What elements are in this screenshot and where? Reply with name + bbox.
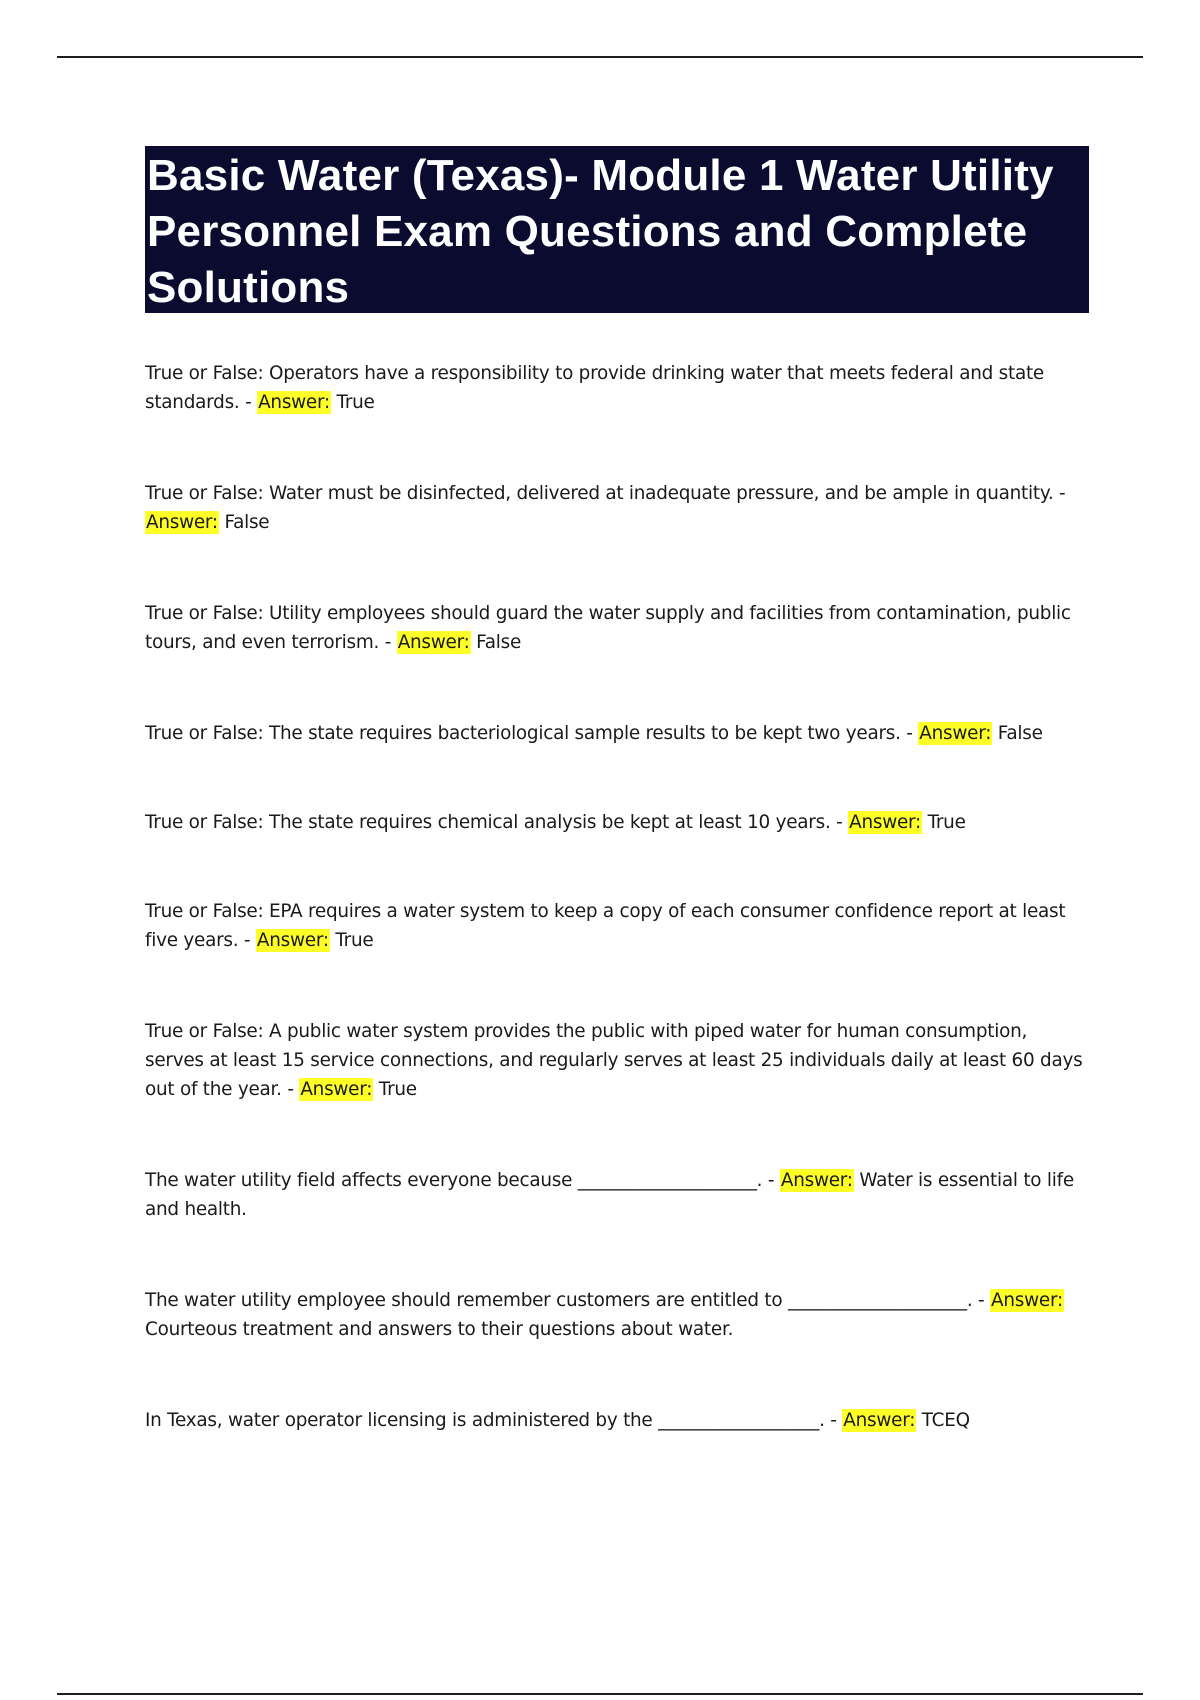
answer-text: Water is essential to life and health. <box>145 1170 1074 1220</box>
qa-item <box>145 1286 1090 1344</box>
top-rule <box>57 56 1143 58</box>
qa-item <box>145 719 1090 748</box>
qa-item <box>145 897 1090 955</box>
title-banner <box>145 146 1089 313</box>
qa-item <box>145 1406 1090 1435</box>
answer-label: Answer: <box>849 812 921 833</box>
question-text: True or False: Utility employees should guard the water supply and facilities from contamination, public tours, and even terrorism. - <box>145 603 1071 653</box>
question-text: True or False: Operators have a responsibility to provide drinking water that meets federal and state standards. - <box>145 363 1044 413</box>
question-text: In Texas, water operator licensing is administered by the __________________. - <box>145 1410 843 1431</box>
qa-item <box>145 599 1090 657</box>
answer-label: Answer: <box>843 1410 916 1431</box>
answer-text: True <box>330 392 375 413</box>
answer-text: False <box>470 632 522 653</box>
answer-label: Answer: <box>397 632 470 653</box>
question-text: True or False: The state requires chemical analysis be kept at least 10 years. - <box>145 812 849 833</box>
qa-list <box>145 359 1090 1495</box>
qa-item <box>145 359 1090 417</box>
document-title: Basic Water (Texas)- Module 1 Water Utility Personnel Exam Questions and Complete Solutions <box>147 151 1054 312</box>
question-text: True or False: A public water system provides the public with piped water for human consumption, serves at least 15 service connections, and regularly serves at least 25 individuals daily at least 60 days out of the year. - <box>145 1021 1083 1100</box>
answer-label: Answer: <box>146 512 218 533</box>
answer-label: Answer: <box>919 723 992 744</box>
answer-text: TCEQ <box>916 1410 970 1431</box>
question-text: True or False: The state requires bacteriological sample results to be kept two years. - <box>145 723 919 744</box>
question-text: True or False: Water must be disinfected, delivered at inadequate pressure, and be ample in quantity. - <box>145 483 1066 504</box>
answer-label: Answer: <box>256 930 329 951</box>
qa-item <box>145 479 1090 537</box>
answer-label: Answer: <box>258 392 330 413</box>
bottom-rule <box>57 1693 1143 1695</box>
answer-label: Answer: <box>991 1290 1063 1311</box>
question-text: True or False: EPA requires a water system to keep a copy of each consumer confidence report at least five years. - <box>145 901 1066 951</box>
answer-text: False <box>218 512 270 533</box>
answer-label: Answer: <box>300 1079 373 1100</box>
answer-text: Courteous treatment and answers to their questions about water. <box>145 1319 734 1340</box>
answer-text: False <box>992 723 1043 744</box>
answer-text: True <box>373 1079 417 1100</box>
answer-label: Answer: <box>780 1170 853 1191</box>
qa-item <box>145 1166 1090 1224</box>
answer-text: True <box>921 812 966 833</box>
qa-item <box>145 1017 1090 1104</box>
qa-item <box>145 808 1090 837</box>
question-text: The water utility employee should remember customers are entitled to ____________________. - <box>145 1290 991 1311</box>
question-text: The water utility field affects everyone because ____________________. - <box>145 1170 780 1191</box>
answer-text: True <box>329 930 374 951</box>
